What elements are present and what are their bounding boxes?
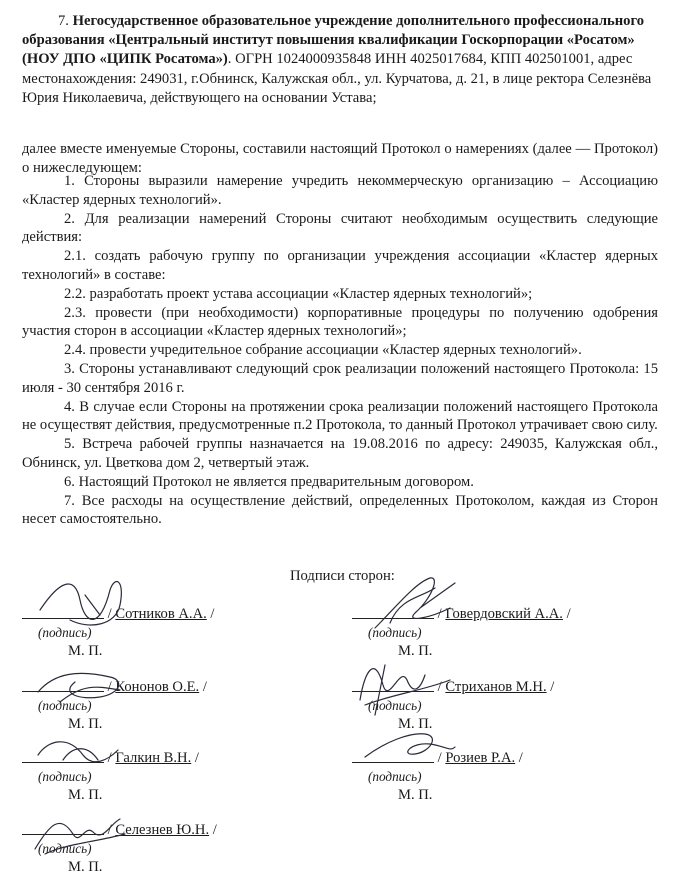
seal-place-label: М. П.	[398, 787, 433, 803]
party-org-name: Негосударственное образовательное учреждение дополнительного профессионального образования «Центральный институт повышения квалификации Госкорпорации «Росатом» (НОУ ДПО «ЦИПК Росатома»)	[22, 13, 645, 68]
signature-line	[352, 677, 434, 692]
clauses-list	[22, 172, 658, 529]
seal-place-label: М. П.	[68, 787, 103, 803]
signatory-name: Стриханов М.Н.	[445, 679, 547, 695]
signature-block-left-3: / Галкин В.Н. / (подпись) М. П.	[22, 748, 352, 804]
signature-block-left-1: / Сотников А.А. / (подпись) М. П.	[22, 604, 352, 660]
signatory-name: Галкин В.Н.	[115, 750, 192, 766]
clause-7: 7. Все расходы на осуществление действий, определенных Протоколом, каждая из Сторон несет самостоятельно.	[22, 492, 658, 528]
signature-line	[352, 604, 434, 619]
clause-2-1: 2.1. создать рабочую группу по организации учреждения ассоциации «Кластер ядерных технологий» в составе:	[22, 248, 658, 283]
signature-caption: (подпись)	[38, 698, 92, 713]
clause-2: 2. Для реализации намерений Стороны считают необходимым осуществить следующие действия:	[22, 210, 658, 246]
signature-caption: (подпись)	[368, 698, 422, 713]
signature-block-left-2: / Кононов О.Е. / (подпись) М. П.	[22, 677, 352, 733]
clause-6: 6. Настоящий Протокол не является предварительным договором.	[64, 473, 474, 490]
party-7-intro	[22, 12, 658, 108]
signatory-name: Говердовский А.А.	[445, 606, 563, 622]
seal-place-label: М. П.	[68, 643, 103, 659]
clause-2-2: 2.2. разработать проект устава ассоциации «Кластер ядерных технологий»;	[64, 285, 533, 302]
signature-block-right-3: / Розиев Р.А. / (подпись) М. П.	[352, 748, 680, 804]
party-org-details: . ОГРН 1024000935848 ИНН 4025017684, КПП 402501001, адрес местонахождения: 249031, г.Обнинск, Калужская обл., ул. Курчатова, д. 21, в лице ректора Селезнёва Юрия Николаевича, действующего на основании Устава;	[22, 51, 652, 106]
signature-caption: (подпись)	[38, 769, 92, 784]
signature-caption: (подпись)	[368, 769, 422, 784]
signature-line	[22, 677, 104, 692]
signatory-name: Кононов О.Е.	[115, 679, 200, 695]
signature-line	[22, 748, 104, 763]
signature-line	[22, 820, 104, 835]
signature-caption: (подпись)	[38, 841, 92, 856]
clause-1: 1. Стороны выразили намерение учредить некоммерческую организацию – Ассоциацию «Кластер ядерных технологий».	[22, 173, 658, 208]
signature-caption: (подпись)	[368, 625, 422, 640]
party-number: 7.	[58, 13, 69, 29]
seal-place-label: М. П.	[68, 716, 103, 732]
signatures-title: Подписи сторон:	[290, 568, 395, 584]
preamble: далее вместе именуемые Стороны, составили настоящий Протокол о намерениях (далее — Протокол) о нижеследующем:	[22, 141, 658, 177]
signature-line	[352, 748, 434, 763]
signatory-name: Розиев Р.А.	[445, 750, 516, 766]
signatory-name: Сотников А.А.	[115, 606, 207, 622]
seal-place-label: М. П.	[68, 859, 103, 875]
clause-2-3: 2.3. провести (при необходимости) корпоративные процедуры по получению одобрения участия сторон в ассоциации «Кластер ядерных технологий»;	[22, 304, 658, 340]
clause-4: 4. В случае если Стороны на протяжении срока реализации положений настоящего Протокола не осуществят действия, предусмотренные п.2 Протокола, то данный Протокол утрачивает свою силу.	[22, 398, 658, 434]
seal-place-label: М. П.	[398, 643, 433, 659]
signature-block-left-4: / Селезнев Ю.Н. / (подпись) М. П.	[22, 820, 352, 876]
signature-block-right-2: / Стриханов М.Н. / (подпись) М. П.	[352, 677, 680, 733]
seal-place-label: М. П.	[398, 716, 433, 732]
signature-caption: (подпись)	[38, 625, 92, 640]
signature-line	[22, 604, 104, 619]
signatory-name: Селезнев Ю.Н.	[115, 822, 210, 838]
clause-3: 3. Стороны устанавливают следующий срок реализации положений настоящего Протокола: 15 июля - 30 сентября 2016 г.	[22, 360, 658, 396]
signature-block-right-1: / Говердовский А.А. / (подпись) М. П.	[352, 604, 680, 660]
clause-2-4: 2.4. провести учредительное собрание ассоциации «Кластер ядерных технологий».	[64, 342, 582, 359]
clause-5: 5. Встреча рабочей группы назначается на 19.08.2016 по адресу: 249035, Калужская обл., Обнинск, ул. Цветкова дом 2, четвертый этаж.	[22, 436, 658, 471]
